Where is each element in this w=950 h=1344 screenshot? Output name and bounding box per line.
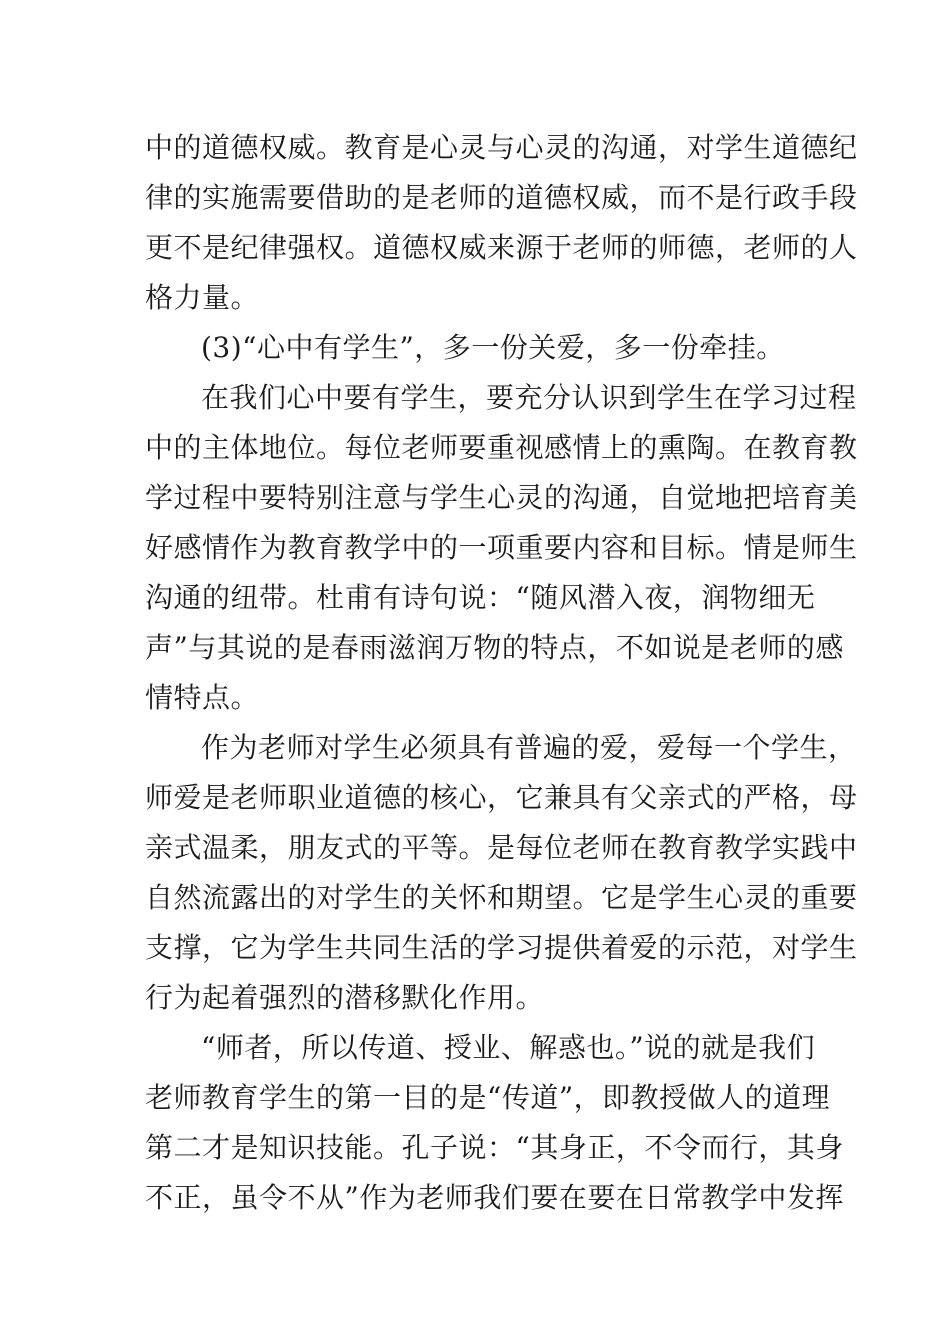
text-line: 行为起着强烈的潜移默化作用。: [145, 981, 545, 1014]
text-line: 中的道德权威。教育是心灵与心灵的沟通，对学生道德纪: [145, 131, 858, 164]
text-line: 支撑，它为学生共同生活的学习提供着爱的示范，对学生: [145, 931, 858, 964]
text-line: 更不是纪律强权。道德权威来源于老师的师德，老师的人: [145, 231, 858, 264]
text-line: 律的实施需要借助的是老师的道德权威，而不是行政手段: [145, 181, 858, 214]
text-line: 亲式温柔，朋友式的平等。是每位老师在教育教学实践中: [145, 831, 858, 864]
paragraph-start-line: 作为老师对学生必须具有普遍的爱，爱每一个学生，: [201, 731, 857, 764]
text-line: 不正，虽令不从”作为老师我们要在要在日常教学中发挥: [145, 1181, 844, 1214]
text-line: 格力量。: [145, 281, 260, 314]
text-line: 情特点。: [145, 681, 260, 714]
text-line: 学过程中要特别注意与学生心灵的沟通，自觉地把培育美: [145, 481, 858, 514]
text-line: 自然流露出的对学生的关怀和期望。它是学生心灵的重要: [145, 881, 858, 914]
paragraph-start-line: 在我们心中要有学生，要充分认识到学生在学习过程: [201, 381, 857, 414]
text-line: 第二才是知识技能。孔子说：“其身正，不令而行，其身: [145, 1131, 844, 1164]
section-heading: (3)“心中有学生”，多一份关爱，多一份牵挂。: [201, 331, 785, 364]
text-line: 声”与其说的是春雨滋润万物的特点，不如说是老师的感: [145, 631, 844, 664]
text-line: 师爱是老师职业道德的核心，它兼具有父亲式的严格，母: [145, 781, 858, 814]
text-line: 老师教育学生的第一目的是“传道”，即教授做人的道理: [145, 1081, 831, 1114]
text-line: 中的主体地位。每位老师要重视感情上的熏陶。在教育教: [145, 431, 858, 464]
text-line: 好感情作为教育教学中的一项重要内容和目标。情是师生: [145, 531, 858, 564]
text-line: 沟通的纽带。杜甫有诗句说：“随风潜入夜，润物细无: [145, 581, 816, 614]
paragraph-start-line: “师者，所以传道、授业、解惑也。”说的就是我们: [201, 1031, 816, 1064]
